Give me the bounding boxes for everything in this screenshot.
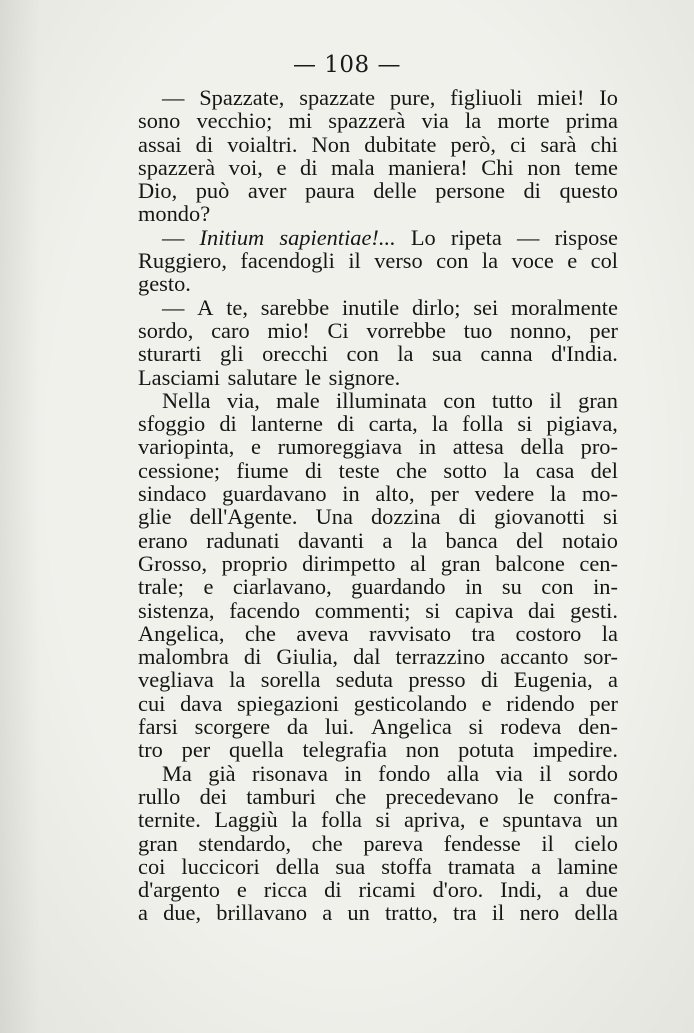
text-line: erano radunati davanti a la banca del notaio (138, 527, 618, 553)
text-line: sfoggio di lanterne di carta, la folla si pigiava, (138, 411, 618, 437)
text-line: rullo dei tamburi che precedevano le confra- (138, 783, 618, 809)
text-line: — A te, sarebbe inutile dirlo; sei moralmente (162, 294, 618, 320)
text-line: sordo, caro mio! Ci vorrebbe tuo nonno, per (138, 317, 618, 343)
text-line: Grosso, proprio dirimpetto al gran balcone cen- (138, 550, 618, 576)
text-line: Lasciami salutare le signore. (138, 364, 401, 390)
text-line: sindaco guardavano in alto, per vedere la mo- (138, 481, 618, 507)
text-line: gesto. (138, 271, 191, 297)
text-line: glie dell'Agente. Una dozzina di giovanotti si (138, 504, 618, 530)
text-line: mondo? (138, 201, 211, 227)
text-line: vegliava la sorella seduta presso di Eugenia, a (138, 667, 618, 693)
text-line: Angelica, che aveva ravvisato tra costoro la (138, 620, 618, 646)
text-line: farsi scorgere da lui. Angelica si rodeva den- (138, 714, 618, 740)
text-line: spazzerà voi, e di mala maniera! Chi non teme (138, 154, 618, 180)
text-line: Nella via, male illuminata con tutto il gran (162, 387, 618, 413)
text-line: variopinta, e rumoreggiava in attesa della pro- (138, 434, 618, 460)
text-line: assai di voialtri. Non dubitate però, ci sarà chi (138, 131, 618, 157)
page-number: — 108 — (292, 52, 402, 78)
text-line: cessione; fiume di teste che sotto la casa del (138, 457, 618, 483)
text-line: — Initium sapientiae!... Lo ripeta — rispose (162, 224, 618, 250)
text-line: ternite. Laggiù la folla si apriva, e spuntava un (138, 807, 618, 833)
text-line: — Spazzate, spazzate pure, figliuoli miei! Io (162, 85, 618, 110)
text-line: tro per quella telegrafia non potuta impedire. (138, 737, 618, 763)
text-line: d'argento e ricca di ricami d'oro. Indi, a due (138, 877, 618, 903)
text-line: cui dava spiegazioni gesticolando e ridendo per (138, 690, 618, 716)
text-line: a due, brillavano a un tratto, tra il nero della (138, 900, 618, 926)
text-line: trale; e ciarlavano, guardando in su con in- (138, 574, 618, 600)
text-line: Ma già risonava in fondo alla via il sordo (162, 760, 618, 786)
text-line: sono vecchio; mi spazzerà via la morte prima (138, 108, 618, 134)
text-line: malombra di Giulia, dal terrazzino accanto sor- (138, 644, 618, 670)
body-text (138, 86, 618, 925)
text-line: gran stendardo, che pareva fendesse il cielo (138, 830, 618, 856)
text-line: Dio, può aver paura delle persone di questo (138, 178, 618, 204)
text-line: sturarti gli orecchi con la sua canna d'India. (138, 341, 618, 367)
page-gutter-shadow (0, 0, 40, 1033)
text-line: Ruggiero, facendogli il verso con la voce e col (138, 248, 618, 274)
text-line: sistenza, facendo commenti; si capiva dai gesti. (138, 597, 618, 623)
text-line: coi luccicori della sua stoffa tramata a lamine (138, 853, 618, 879)
